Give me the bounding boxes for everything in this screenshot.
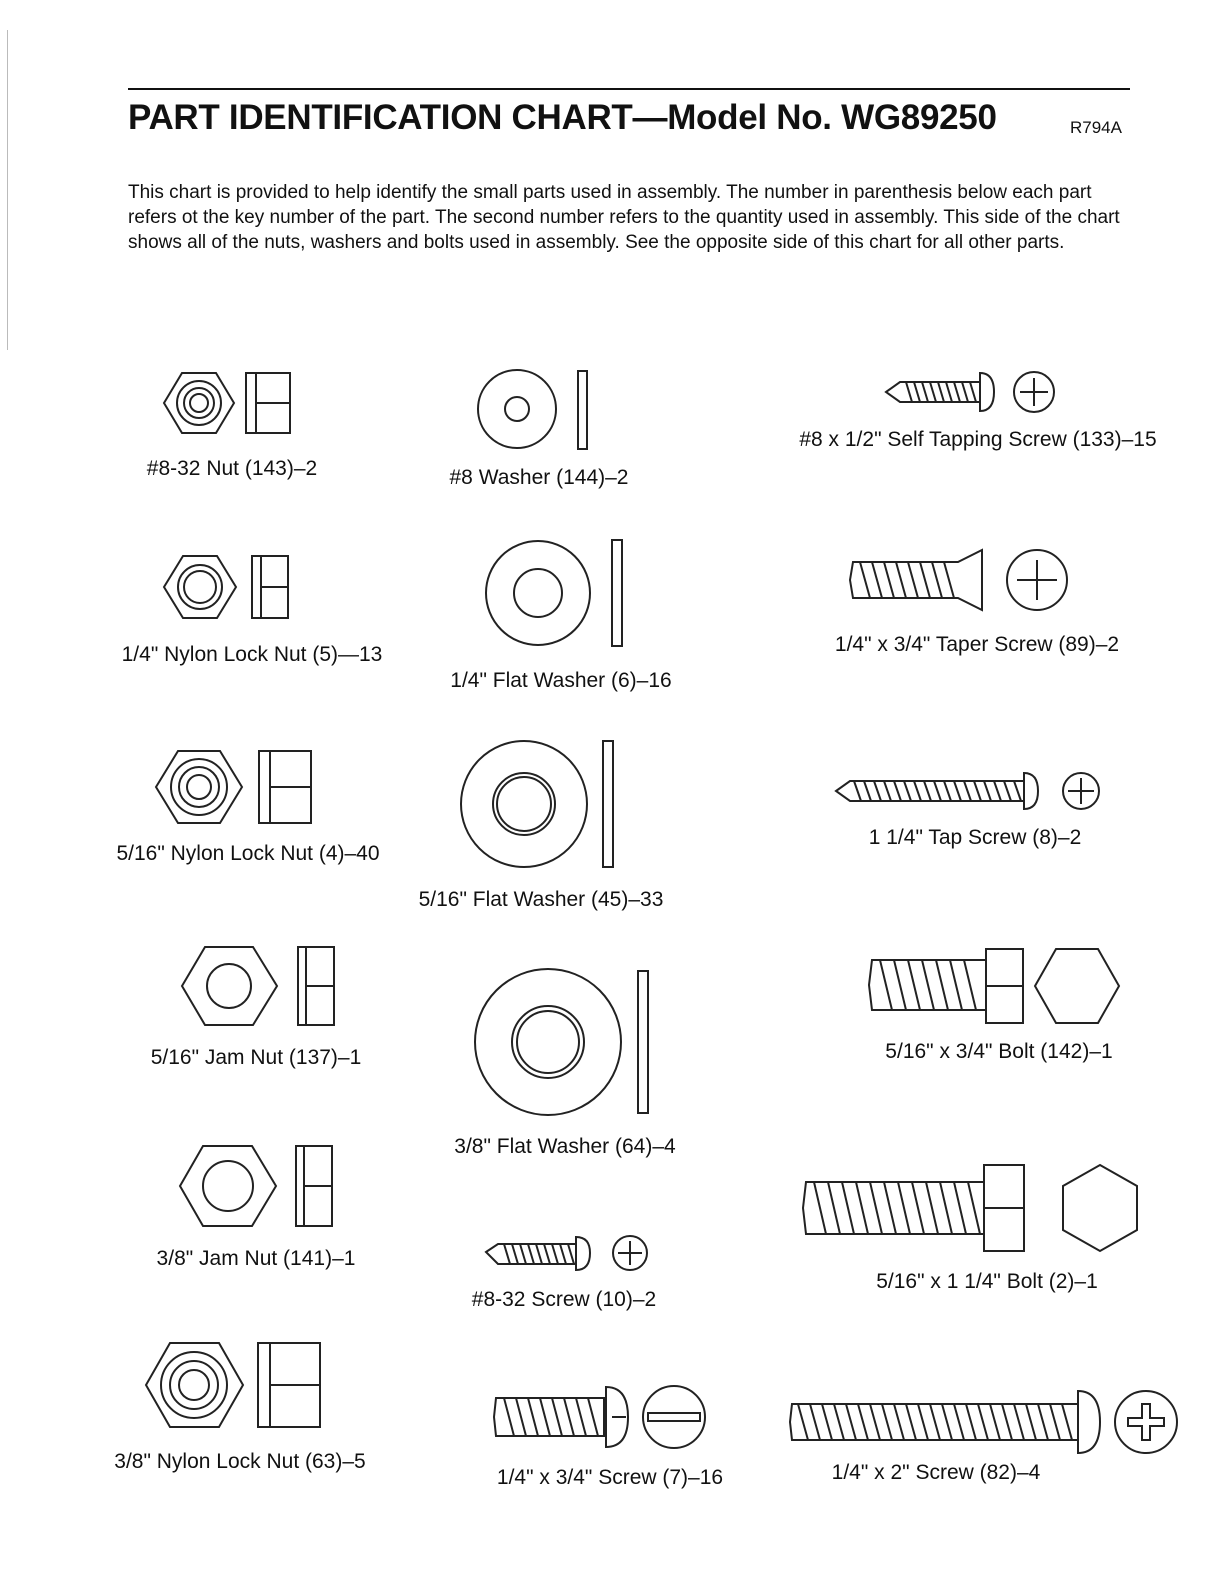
screw-quarter-2-drawing [788, 1388, 1180, 1456]
flat-washer-quarter-drawing [484, 538, 629, 648]
taper-screw-label: 1/4" x 3/4" Taper Screw (89)–2 [834, 633, 1120, 656]
nylon-lock-nut-3-8-label: 3/8" Nylon Lock Nut (63)–5 [114, 1450, 366, 1473]
bolt-5-16-1-1-4-drawing [800, 1162, 1140, 1254]
washer-8-label: #8 Washer (144)–2 [449, 466, 629, 489]
nut-8-32-label: #8-32 Nut (143)–2 [146, 457, 318, 480]
intro-paragraph [128, 180, 1188, 255]
nylon-lock-nut-quarter-drawing [164, 553, 294, 621]
intro-line-2: refers ot the key number of the part. The second number refers to the quantity used in assembly. This side of the chart [128, 207, 1120, 228]
page-title: PART IDENTIFICATION CHART—Model No. WG89250 [128, 98, 997, 137]
nylon-lock-nut-quarter-label: 1/4" Nylon Lock Nut (5)—13 [121, 643, 383, 666]
bolt-5-16-1-1-4-label: 5/16" x 1 1/4" Bolt (2)–1 [876, 1270, 1098, 1293]
header-rule [128, 88, 1130, 90]
self-tapping-screw-label: #8 x 1/2" Self Tapping Screw (133)–15 [799, 428, 1157, 451]
document-code: R794A [1070, 118, 1122, 137]
screw-8-32-drawing [484, 1234, 654, 1274]
tap-screw-label: 1 1/4" Tap Screw (8)–2 [868, 826, 1082, 849]
tap-screw-drawing [834, 770, 1104, 812]
flat-washer-5-16-drawing [460, 738, 620, 870]
intro-line-3: shows all of the nuts, washers and bolts used in assembly. See the opposite side of this chart for all other parts. [128, 232, 1065, 253]
page-edge-mark [7, 30, 8, 350]
bolt-5-16-3-4-drawing [866, 946, 1126, 1026]
flat-washer-3-8-label: 3/8" Flat Washer (64)–4 [454, 1135, 676, 1158]
nylon-lock-nut-5-16-drawing [156, 748, 316, 826]
flat-washer-quarter-label: 1/4" Flat Washer (6)–16 [450, 669, 672, 692]
nut-8-32-drawing [164, 370, 294, 436]
intro-line-1: This chart is provided to help identify the small parts used in assembly. The number in parenthesis below each part [128, 182, 1092, 203]
screw-quarter-3-4-label: 1/4" x 3/4" Screw (7)–16 [496, 1466, 724, 1489]
jam-nut-5-16-label: 5/16" Jam Nut (137)–1 [150, 1046, 362, 1069]
taper-screw-drawing [848, 548, 1073, 614]
flat-washer-5-16-label: 5/16" Flat Washer (45)–33 [418, 888, 664, 911]
self-tapping-screw-drawing [884, 370, 1059, 414]
flat-washer-3-8-drawing [474, 968, 654, 1116]
screw-quarter-2-label: 1/4" x 2" Screw (82)–4 [831, 1461, 1041, 1484]
nylon-lock-nut-3-8-drawing [146, 1340, 326, 1430]
jam-nut-5-16-drawing [182, 944, 342, 1028]
jam-nut-3-8-drawing [180, 1143, 340, 1229]
screw-8-32-label: #8-32 Screw (10)–2 [471, 1288, 657, 1311]
nylon-lock-nut-5-16-label: 5/16" Nylon Lock Nut (4)–40 [116, 842, 380, 865]
screw-quarter-3-4-drawing [492, 1384, 712, 1450]
jam-nut-3-8-label: 3/8" Jam Nut (141)–1 [156, 1247, 356, 1270]
bolt-5-16-3-4-label: 5/16" x 3/4" Bolt (142)–1 [885, 1040, 1113, 1063]
washer-8-drawing [476, 368, 596, 452]
